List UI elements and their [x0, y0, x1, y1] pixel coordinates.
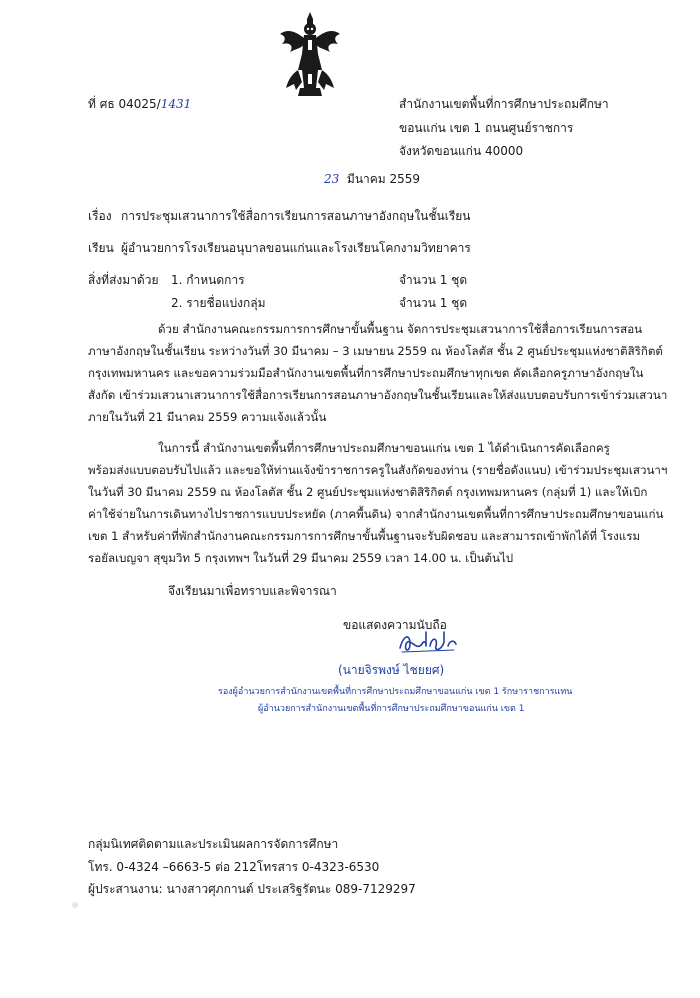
- paragraph-line: รอยัลเบญจา สุขุมวิท 5 กรุงเทพฯ ในวันที่ 29 มีนาคม 2559 เวลา 14.00 น. เป็นต้นไป: [88, 551, 514, 565]
- paragraph-line: สังกัด เข้าร่วมเสวนาเสวนาการใช้สื่อการเรียนการสอนภาษาอังกฤษในชั้นเรียนและให้ส่งแบบตอบรับการเข้าร่วมเสวนา: [88, 388, 668, 402]
- paragraph-line: ด้วย สำนักงานคณะกรรมการการศึกษาขั้นพื้นฐาน จัดการประชุมเสวนาการใช้สื่อการเรียนการสอน: [158, 322, 643, 336]
- paragraph-line: ในการนี้ สำนักงานเขตพื้นที่การศึกษาประถมศึกษาขอนแก่น เขต 1 ได้ดำเนินการคัดเลือกครู: [158, 441, 610, 455]
- enclosure-item-name: 1. กำหนดการ: [171, 273, 245, 287]
- footer-phone-fax: โทร. 0-4324 –6663-5 ต่อ 212โทรสาร 0-4323-6530: [88, 860, 380, 874]
- enclosure-item-quantity: จำนวน 1 ชุด: [399, 296, 468, 310]
- body-paragraph-2: [88, 437, 668, 569]
- complimentary-close: ขอแสดงความนับถือ: [343, 618, 447, 632]
- paragraph-line: เขต 1 สำหรับค่าที่พักสำนักงานคณะกรรมการการศึกษาขั้นพื้นฐานจะรับผิดชอบ และสามารถเข้าพักได้ที่ โรงแรม: [88, 529, 641, 543]
- addressee-text: ผู้อำนวยการโรงเรียนอนุบาลขอนแก่นและโรงเรียนโคกงามวิทยาคาร: [121, 241, 471, 255]
- enclosure-item-name: 2. รายชื่อแบ่งกลุ่ม: [171, 296, 266, 310]
- paragraph-line: ภายในวันที่ 21 มีนาคม 2559 ความแจ้งแล้วนั้น: [88, 410, 327, 424]
- reference-prefix: ที่ ศธ 04025/: [88, 97, 161, 111]
- date-day-handwritten: 23: [324, 172, 340, 186]
- signatory-title-line-2: ผู้อำนวยการสำนักงานเขตพื้นที่การศึกษาประถมศึกษาขอนแก่น เขต 1: [258, 704, 525, 714]
- body-paragraph-1: [88, 318, 668, 428]
- subject-label: เรื่อง: [88, 209, 112, 223]
- enclosures-label: สิ่งที่ส่งมาด้วย: [88, 273, 159, 287]
- enclosure-item-quantity: จำนวน 1 ชุด: [399, 273, 468, 287]
- addressee-label: เรียน: [88, 241, 114, 255]
- paragraph-line: พร้อมส่งแบบตอบรับไปแล้ว และขอให้ท่านแจ้งข้าราชการครูในสังกัดของท่าน (รายชื่อดังแนบ) เข้าร่วมประชุมเสวนาฯ: [88, 463, 668, 477]
- date-month-year: มีนาคม 2559: [346, 172, 421, 186]
- closing-request: จึงเรียนมาเพื่อทราบและพิจารณา: [168, 584, 337, 598]
- paragraph-line: กรุงเทพมหานคร และขอความร่วมมือสำนักงานเขตพื้นที่การศึกษาประถมศึกษาทุกเขต คัดเลือกครูภาษาอังกฤษใน: [88, 366, 644, 380]
- scan-speck: [72, 902, 78, 908]
- office-address-line-3: จังหวัดขอนแก่น 40000: [399, 144, 524, 158]
- reference-handwritten-number: 1431: [160, 97, 192, 111]
- paragraph-line: ภาษาอังกฤษในชั้นเรียน ระหว่างวันที่ 30 มีนาคม – 3 เมษายน 2559 ณ ห้องโลตัส ชั้น 2 ศูนย์ประชุมแห่งชาติสิริกิตต์: [88, 344, 663, 358]
- paragraph-line: ค่าใช้จ่ายในการเดินทางไปราชการแบบประหยัด (ภาคพื้นดิน) จากสำนักงานเขตพื้นที่การศึกษาประถมศึกษาขอนแก่น: [88, 507, 664, 521]
- garuda-emblem-icon: [278, 10, 342, 100]
- footer-department: กลุ่มนิเทศติดตามและประเมินผลการจัดการศึกษา: [88, 837, 339, 851]
- signatory-title-line-1: รองผู้อำนวยการสำนักงานเขตพื้นที่การศึกษาประถมศึกษาขอนแก่น เขต 1 รักษาราชการแทน: [218, 687, 573, 697]
- subject-text: การประชุมเสวนาการใช้สื่อการเรียนการสอนภาษาอังกฤษในชั้นเรียน: [121, 209, 471, 223]
- signatory-name: (นายจิรพงษ์ ไชยยศ): [338, 663, 445, 677]
- office-address-line-2: ขอนแก่น เขต 1 ถนนศูนย์ราชการ: [399, 121, 574, 135]
- paragraph-line: ในวันที่ 30 มีนาคม 2559 ณ ห้องโลตัส ชั้น 2 ศูนย์ประชุมแห่งชาติสิริกิตต์ กรุงเทพมหานคร (กลุ่มที่ 1) และให้เบิก: [88, 485, 648, 499]
- handwritten-signature-icon: [396, 626, 460, 658]
- footer-coordinator: ผู้ประสานงาน: นางสาวศุภกานต์ ประเสริฐรัตนะ 089-7129297: [88, 882, 416, 896]
- reference-number: [88, 96, 191, 112]
- letter-date: [324, 171, 420, 187]
- office-address-line-1: สำนักงานเขตพื้นที่การศึกษาประถมศึกษา: [399, 97, 609, 111]
